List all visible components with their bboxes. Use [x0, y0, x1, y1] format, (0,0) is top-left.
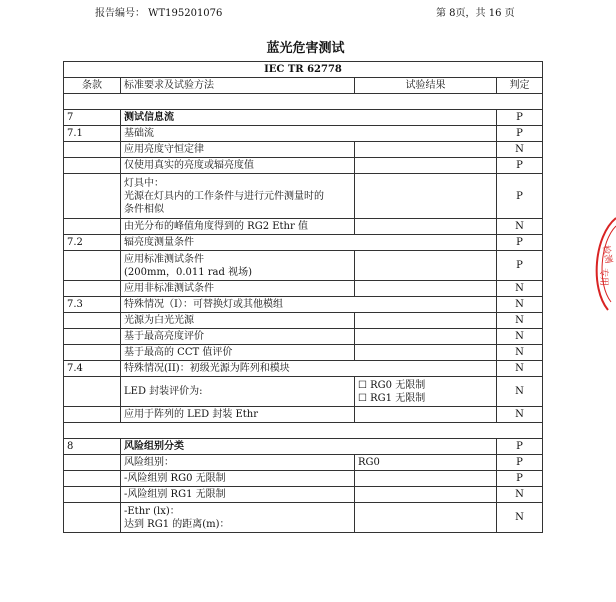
verdict-cell: N — [497, 281, 543, 297]
checkbox-rg0: ☐ RG0 无限制 — [358, 379, 426, 391]
section-heading: 测试信息流 — [121, 110, 497, 126]
table-row — [64, 377, 543, 407]
svg-text:专用: 专用 — [598, 268, 608, 287]
requirement-cell: 特殊情况（I）：可替换灯或其他模组 — [121, 297, 497, 313]
result-cell: RG0 — [355, 455, 497, 471]
requirement-cell: -风险组别 RG1 无限制 — [121, 487, 355, 503]
requirement-cell — [121, 174, 355, 219]
result-cell — [355, 471, 497, 487]
result-cell — [355, 345, 497, 361]
table-row — [64, 345, 543, 361]
verdict-cell: P — [497, 126, 543, 142]
table-row — [64, 219, 543, 235]
verdict-cell: P — [497, 251, 543, 281]
clause-cell: 7 — [64, 110, 121, 126]
result-cell — [355, 487, 497, 503]
clause-cell — [64, 407, 121, 423]
table-row — [64, 471, 543, 487]
clause-cell: 7.3 — [64, 297, 121, 313]
col-verdict: 判定 — [497, 78, 543, 94]
standard-name: IEC TR 62778 — [64, 62, 543, 78]
col-requirement: 标准要求及试验方法 — [121, 78, 355, 94]
verdict-cell: P — [497, 471, 543, 487]
verdict-cell: N — [497, 142, 543, 158]
verdict-cell: P — [497, 235, 543, 251]
table-row — [64, 329, 543, 345]
seal-stamp — [586, 216, 616, 312]
requirement-cell: -风险组别 RG0 无限制 — [121, 471, 355, 487]
checkbox-rg1: ☐ RG1 无限制 — [358, 392, 426, 404]
svg-text:检测: 检测 — [600, 244, 614, 265]
clause-cell: 7.2 — [64, 235, 121, 251]
requirement-cell: 应用于阵列的 LED 封装 Ethr — [121, 407, 355, 423]
verdict-cell: P — [497, 439, 543, 455]
requirement-cell: 基础流 — [121, 126, 497, 142]
requirement-line: 达到 RG1 的距离(m)： — [124, 518, 230, 530]
clause-cell — [64, 455, 121, 471]
result-cell — [355, 329, 497, 345]
table-row — [64, 503, 543, 533]
test-table — [63, 61, 543, 533]
page-title: 蓝光危害测试 — [266, 41, 345, 56]
page-number: 第 8页，共 16 页 — [436, 8, 515, 19]
table-row — [64, 126, 543, 142]
result-cell — [355, 407, 497, 423]
clause-cell — [64, 503, 121, 533]
table-row — [64, 439, 543, 455]
clause-cell: 8 — [64, 439, 121, 455]
clause-cell: 7.4 — [64, 361, 121, 377]
requirement-cell: 光源为白光光源 — [121, 313, 355, 329]
requirement-cell: 风险组别： — [121, 455, 355, 471]
table-row — [64, 407, 543, 423]
clause-cell — [64, 329, 121, 345]
result-cell — [355, 251, 497, 281]
clause-cell — [64, 174, 121, 219]
verdict-cell: P — [497, 158, 543, 174]
result-cell — [355, 174, 497, 219]
table-row — [64, 142, 543, 158]
table-row — [64, 455, 543, 471]
verdict-cell: N — [497, 219, 543, 235]
requirement-cell — [121, 503, 355, 533]
requirement-line: (200mm，0.011 rad 视场) — [124, 266, 252, 278]
col-clause: 条款 — [64, 78, 121, 94]
clause-cell — [64, 345, 121, 361]
clause-cell — [64, 313, 121, 329]
section-heading: 风险组别分类 — [121, 439, 497, 455]
clause-cell — [64, 487, 121, 503]
requirement-line: 条件相似 — [124, 203, 164, 215]
verdict-cell: N — [497, 487, 543, 503]
result-cell — [355, 377, 497, 407]
clause-cell — [64, 142, 121, 158]
result-cell — [355, 158, 497, 174]
clause-cell — [64, 281, 121, 297]
requirement-cell — [121, 251, 355, 281]
verdict-cell: N — [497, 407, 543, 423]
table-row — [64, 235, 543, 251]
result-cell — [355, 281, 497, 297]
clause-cell — [64, 158, 121, 174]
page-header — [0, 4, 611, 20]
table-row — [64, 487, 543, 503]
result-cell — [355, 219, 497, 235]
requirement-cell: 辐亮度测量条件 — [121, 235, 497, 251]
verdict-cell: P — [497, 455, 543, 471]
report-number: 报告编号： WT195201076 — [95, 8, 223, 19]
verdict-cell: N — [497, 329, 543, 345]
requirement-cell: 由光分布的峰值角度得到的 RG2 Ethr 值 — [121, 219, 355, 235]
verdict-cell: N — [497, 313, 543, 329]
table-row — [64, 297, 543, 313]
requirement-cell: 应用亮度守恒定律 — [121, 142, 355, 158]
requirement-cell: 基于最高亮度评价 — [121, 329, 355, 345]
clause-cell — [64, 219, 121, 235]
result-cell — [355, 142, 497, 158]
verdict-cell: N — [497, 377, 543, 407]
table-row — [64, 313, 543, 329]
spacer-row — [64, 94, 543, 110]
table-row — [64, 361, 543, 377]
requirement-cell: 应用非标准测试条件 — [121, 281, 355, 297]
spacer-row — [64, 423, 543, 439]
table-row — [64, 251, 543, 281]
verdict-cell: N — [497, 361, 543, 377]
requirement-line: 灯具中： — [124, 177, 164, 189]
col-result: 试验结果 — [355, 78, 497, 94]
clause-cell: 7.1 — [64, 126, 121, 142]
standard-row — [64, 62, 543, 78]
clause-cell — [64, 251, 121, 281]
requirement-cell: 仅使用真实的亮度或辐亮度值 — [121, 158, 355, 174]
verdict-cell: P — [497, 174, 543, 219]
table-row — [64, 174, 543, 219]
verdict-cell: P — [497, 110, 543, 126]
requirement-cell: 特殊情况(II)：初级光源为阵列和模块 — [121, 361, 497, 377]
requirement-cell: LED 封装评价为: — [121, 377, 355, 407]
clause-cell — [64, 377, 121, 407]
verdict-cell: N — [497, 503, 543, 533]
requirement-line: 应用标准测试条件 — [124, 253, 204, 265]
table-row — [64, 281, 543, 297]
requirement-line: 光源在灯具内的工作条件与进行元件测量时的 — [124, 190, 324, 202]
table-row — [64, 158, 543, 174]
clause-cell — [64, 471, 121, 487]
table-row — [64, 110, 543, 126]
requirement-cell: 基于最高的 CCT 值评价 — [121, 345, 355, 361]
result-cell — [355, 503, 497, 533]
column-header-row — [64, 78, 543, 94]
result-cell — [355, 313, 497, 329]
verdict-cell: N — [497, 345, 543, 361]
requirement-line: -Ethr (lx)： — [124, 505, 180, 517]
verdict-cell: N — [497, 297, 543, 313]
